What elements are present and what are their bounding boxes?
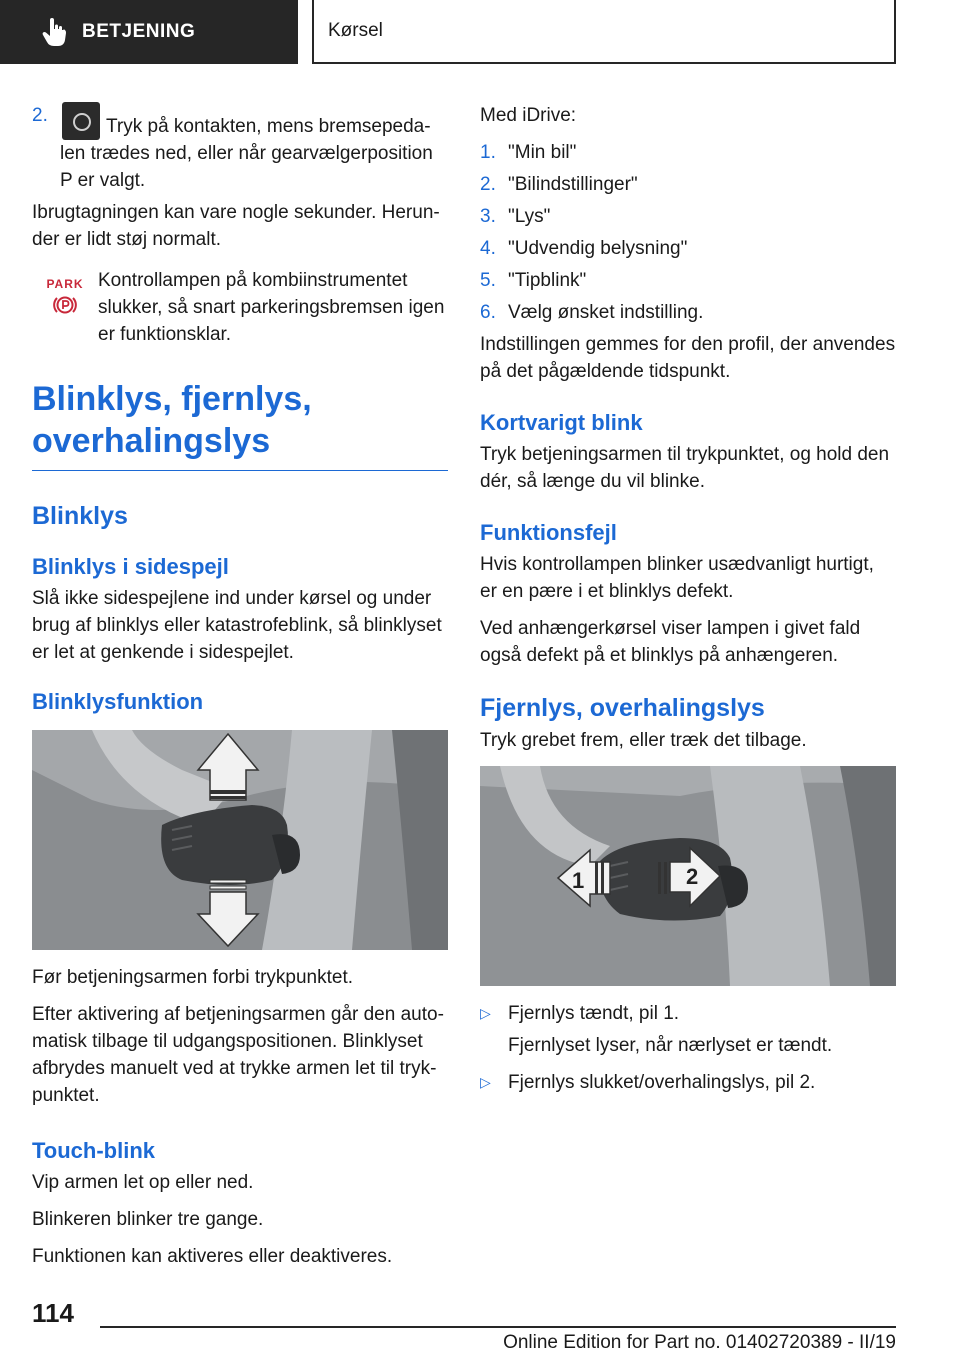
triangle-bullet-icon: ▷ [480,1074,491,1090]
page-number: 114 [32,1298,74,1328]
idrive-step: 6. Vælg ønsket indstilling. [480,302,704,323]
turn-signal-lever-figure [32,730,448,950]
step-text: Tryk på kontakten, mens bremsepedalen trædes ned, eller når gearvælgerposition P er valgt. [60,116,433,191]
fejl-text-2: Ved anhængerkørsel viser lampen i givet fald også defekt på et blinklys på anhængeren. [480,618,861,666]
idrive-step: 3. "Lys" [480,206,551,227]
idrive-step: 4. "Udvendig belysning" [480,238,688,259]
bullet-item: ▷ Fjernlys slukket/overhalingslys, pil 2. [480,1069,896,1096]
lever-up-down-illustration [32,730,448,950]
funktionsfejl-heading: Funktionsfejl [480,520,617,545]
chapter-title: Kørsel [312,0,896,64]
arrow-2-label: 2 [686,864,699,889]
edition-text: Online Edition for Part no. 01402720389 - II/19 [503,1332,896,1353]
touch-blink-heading: Touch-blink [32,1138,156,1163]
section-title: BETJENING [82,21,196,42]
step-number: 2. [32,105,48,126]
parking-brake-button-icon [62,102,100,140]
idrive-step: 1. "Min bil" [480,142,577,163]
fejl-text-1: Hvis kontrollampen blinker usædvanligt hurtigt, er en pære i et blinklys defekt. [480,554,874,602]
save-text: Indstillingen gemmes for den profil, der anvendes på det pågældende tidspunkt. [480,334,896,382]
idrive-step: 2. "Bilindstillinger" [480,174,638,195]
sidespejl-text: Slå ikke sidespejlene ind under kørsel og under brug af blinklys eller katastrofeblink, så blinklyset er let at genkende i sidespejlet. [32,588,442,663]
touch-text-1: Vip armen let op eller ned. [32,1172,254,1193]
kortvarigt-blink-heading: Kortvarigt blink [480,410,643,435]
arrow-1-label: 1 [572,868,585,893]
footer-divider [100,1326,896,1328]
hand-pointer-icon [42,18,66,46]
main-heading: Blinklys, fjernlys, overhalingslys [32,378,448,471]
right-column [480,102,896,1101]
step-2 [32,102,448,194]
bullet-sub-text: Fjernlyset lyser, når nærlyset er tændt. [508,1035,833,1056]
startup-text: Ibrugtagningen kan vare nogle sekunder. Herunder er lidt støj normalt. [32,202,440,250]
idrive-step: 5. "Tipblink" [480,270,587,291]
triangle-bullet-icon: ▷ [480,1005,491,1021]
fjernlys-heading: Fjernlys, overhalingslys [480,694,765,722]
funktion-text-2: Efter aktivering af betjeningsarmen går den automatisk tilbage til udgangspositionen. Blinklyset afbrydes manuelt ved at trykke armen let til trykpunktet. [32,1004,444,1106]
section-tab [0,0,298,64]
blinklys-heading: Blinklys [32,502,128,530]
sidespejl-heading: Blinklys i sidespejl [32,554,229,579]
touch-text-2: Blinkeren blinker tre gange. [32,1209,264,1230]
park-indicator-icon: PARK [32,267,98,348]
note-text: Kontrollampen på kombiinstrumentet slukker, så snart parkeringsbremsen igen er funktionsklar. [98,270,445,345]
parking-circle-icon [53,293,77,317]
kort-text: Tryk betjeningsarmen til trykpunktet, og hold den dér, så længe du vil blinke. [480,444,890,492]
fjern-text: Tryk grebet frem, eller træk det tilbage. [480,730,807,751]
idrive-intro: Med iDrive: [480,105,577,126]
left-column [32,102,448,1280]
lever-push-pull-illustration [480,766,896,986]
funktion-text-1: Før betjeningsarmen forbi trykpunktet. [32,967,354,988]
blinklysfunktion-heading: Blinklysfunktion [32,689,204,714]
high-beam-lever-figure [480,766,896,986]
park-note [32,267,448,348]
bullet-item: ▷ Fjernlys tændt, pil 1. [480,1000,896,1027]
touch-text-3: Funktionen kan aktiveres eller deaktiveres. [32,1246,393,1267]
